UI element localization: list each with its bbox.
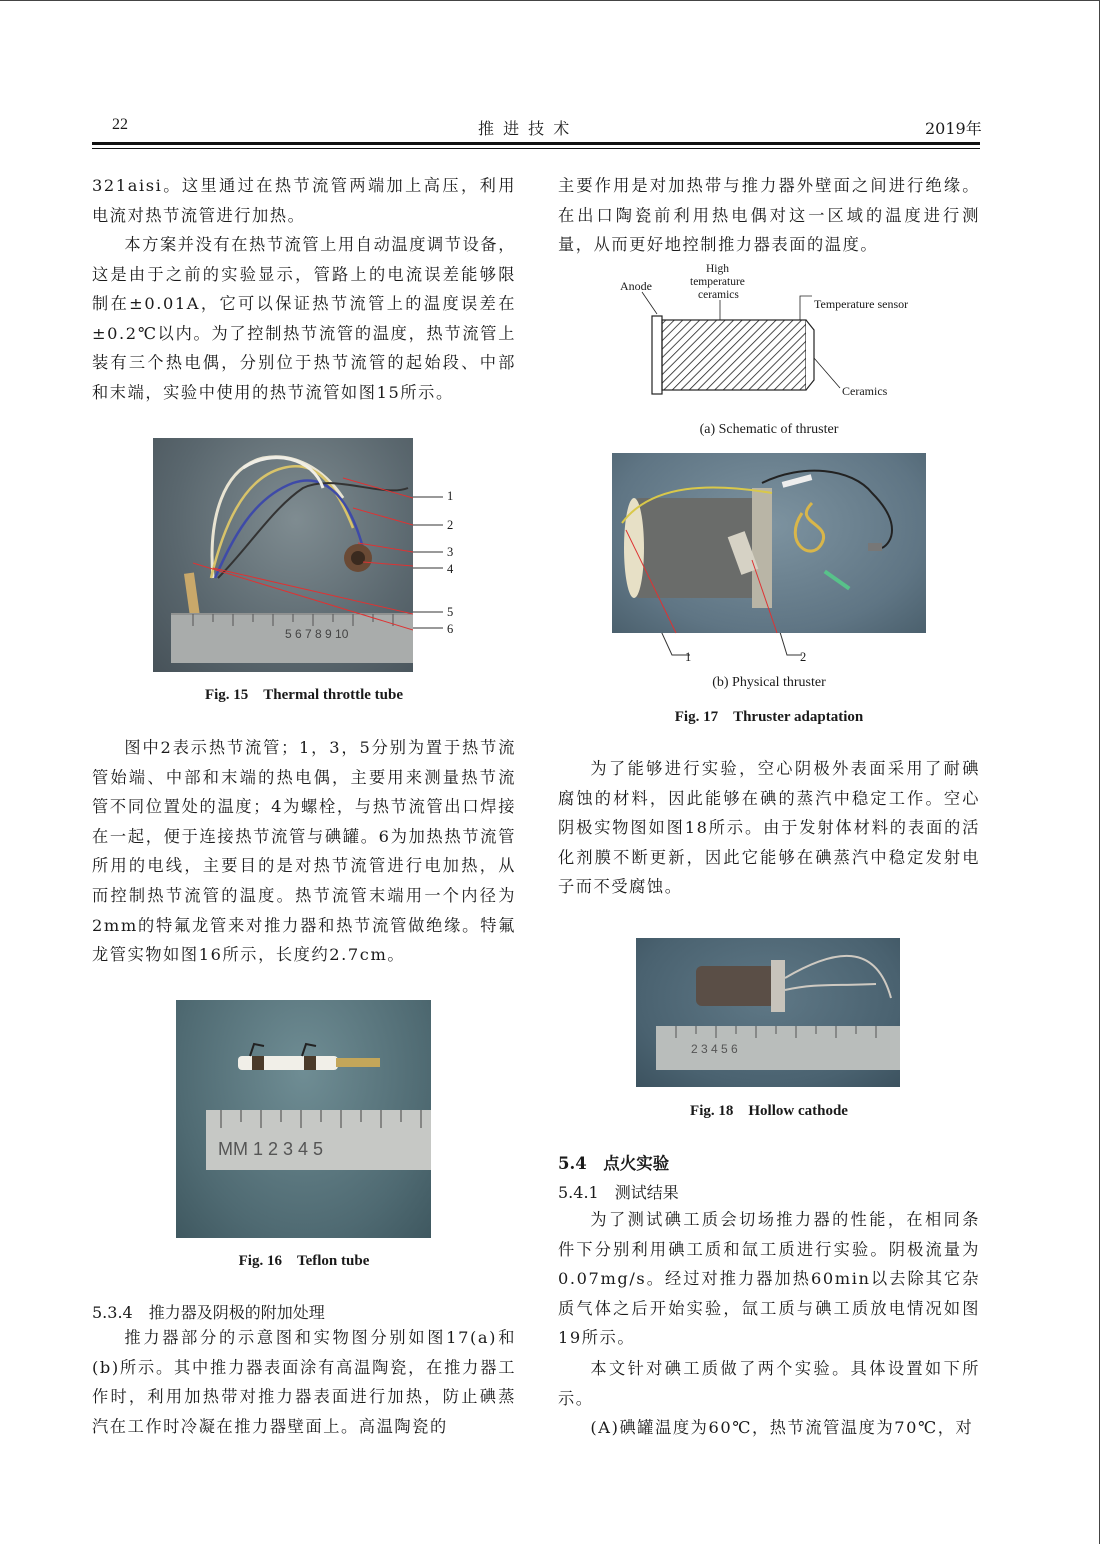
- fig15-label-6: 6: [447, 622, 454, 636]
- left-paragraph-1: 321aisi。这里通过在热节流管两端加上高压，利用电流对热节流管进行加热。: [92, 176, 516, 225]
- year: 2019年: [925, 119, 982, 138]
- fig17b-label-1: 1: [685, 650, 692, 664]
- page-number: 22: [112, 116, 128, 133]
- fig17b-pointer-lines: [612, 500, 926, 670]
- fig15-label-5: 5: [447, 605, 454, 619]
- fig18-photo: [636, 938, 900, 1087]
- right-paragraph-4: 本文针对碘工质做了两个实验。具体设置如下所示。: [558, 1359, 980, 1408]
- journal-title: 推 进 技 术: [478, 119, 572, 138]
- fig18-illustration: [636, 938, 900, 1087]
- fig17-caption: Fig. 17 Thruster adaptation: [674, 709, 864, 725]
- section-54-heading: 5.4 点火实验: [558, 1154, 670, 1173]
- fig18-caption: Fig. 18 Hollow cathode: [690, 1103, 848, 1119]
- fig17b-subcaption: (b) Physical thruster: [712, 675, 826, 690]
- fig18-ruler-text: 2 3 4 5 6: [691, 1042, 738, 1056]
- fig16-illustration: [176, 1000, 431, 1238]
- fig17a-htc-label-3: ceramics: [698, 289, 739, 301]
- fig16-photo: [176, 1000, 431, 1238]
- right-paragraph-1: 主要作用是对加热带与推力器外壁面之间进行绝缘。在出口陶瓷前利用热电偶对这一区域的温度进行测量，从而更好地控制推力器表面的温度。: [558, 176, 980, 255]
- left-paragraph-4: 推力器部分的示意图和实物图分别如图17(a)和(b)所示。其中推力器表面涂有高温陶瓷，在推力器工作时，利用加热带对推力器表面进行加热，防止碘蒸汽在工作时冷凝在推力器壁面上。高温陶瓷的: [92, 1328, 516, 1436]
- fig15-ruler-text: 5 6 7 8 9 10: [285, 627, 349, 641]
- fig15-label-3: 3: [447, 545, 454, 559]
- fig17a-temp-sensor-label: Temperature sensor: [814, 297, 909, 311]
- header-rule-thick: [92, 142, 980, 145]
- fig15-caption: Fig. 15 Thermal throttle tube: [204, 687, 404, 703]
- fig17a-anode-label: Anode: [620, 279, 652, 293]
- section-541-heading: 5.4.1 测试结果: [558, 1183, 679, 1202]
- fig17a-htc-label-1: High: [706, 263, 729, 275]
- right-paragraph-5: (A)碘罐温度为60℃，热节流管温度为70℃，对: [590, 1418, 974, 1437]
- fig17a-subcaption: (a) Schematic of thruster: [699, 422, 839, 437]
- left-paragraph-2: 本方案并没有在热节流管上用自动温度调节设备，这是由于之前的实验显示，管路上的电流误差能够限制在±0.01A，它可以保证热节流管上的温度误差在±0.2℃以内。为了控制热节流管的温度，热节流管上装有三个热电偶，分别位于热节流管的起始段、中部和末端，实验中使用的热节流管如图15所示。: [92, 235, 516, 402]
- left-paragraph-3: 图中2表示热节流管；1，3，5分别为置于热节流管始端、中部和末端的热电偶，主要用来测量热节流管不同位置处的温度；4为螺栓，与热节流管出口焊接在一起，便于连接热节流管与碘罐。6为加热热节流管所用的电线，主要目的是对热节流管进行电加热，从而控制热节流管的温度。热节流管末端用一个内径为2mm的特氟龙管来对推力器和热节流管做绝缘。特氟龙管实物如图16所示，长度约2.7cm。: [92, 738, 516, 965]
- section-534-heading: 5.3.4 推力器及阴极的附加处理: [92, 1303, 325, 1322]
- fig17a-htc-label-2: temperature: [690, 276, 745, 288]
- fig15-illustration: [153, 438, 413, 672]
- fig15-label-2: 2: [447, 518, 454, 532]
- fig16-caption: Fig. 16 Teflon tube: [238, 1253, 370, 1269]
- right-paragraph-3: 为了测试碘工质会切场推力器的性能，在相同条件下分别利用碘工质和氙工质进行实验。阴极流量为0.07mg/s。经过对推力器加热60min以去除其它杂质气体之后开始实验，氙工质与碘工质放电情况如图19所示。: [558, 1210, 980, 1348]
- fig15-label-1: 1: [447, 489, 454, 503]
- fig17a-ceramics-label: Ceramics: [842, 384, 888, 398]
- fig17b-label-2: 2: [800, 650, 807, 664]
- header-rule-thin: [92, 148, 980, 149]
- fig16-ruler-text: MM 1 2 3 4 5: [218, 1139, 324, 1159]
- right-paragraph-2: 为了能够进行实验，空心阴极外表面采用了耐碘腐蚀的材料，因此能够在碘的蒸汽中稳定工作。空心阴极实物图如图18所示。由于发射体材料的表面的活化剂膜不断更新，因此它能够在碘蒸汽中稳定发射电子而不受腐蚀。: [558, 759, 980, 897]
- fig15-leader-lines: [413, 480, 473, 650]
- fig15-label-4: 4: [447, 562, 454, 576]
- fig15-photo: [153, 438, 413, 672]
